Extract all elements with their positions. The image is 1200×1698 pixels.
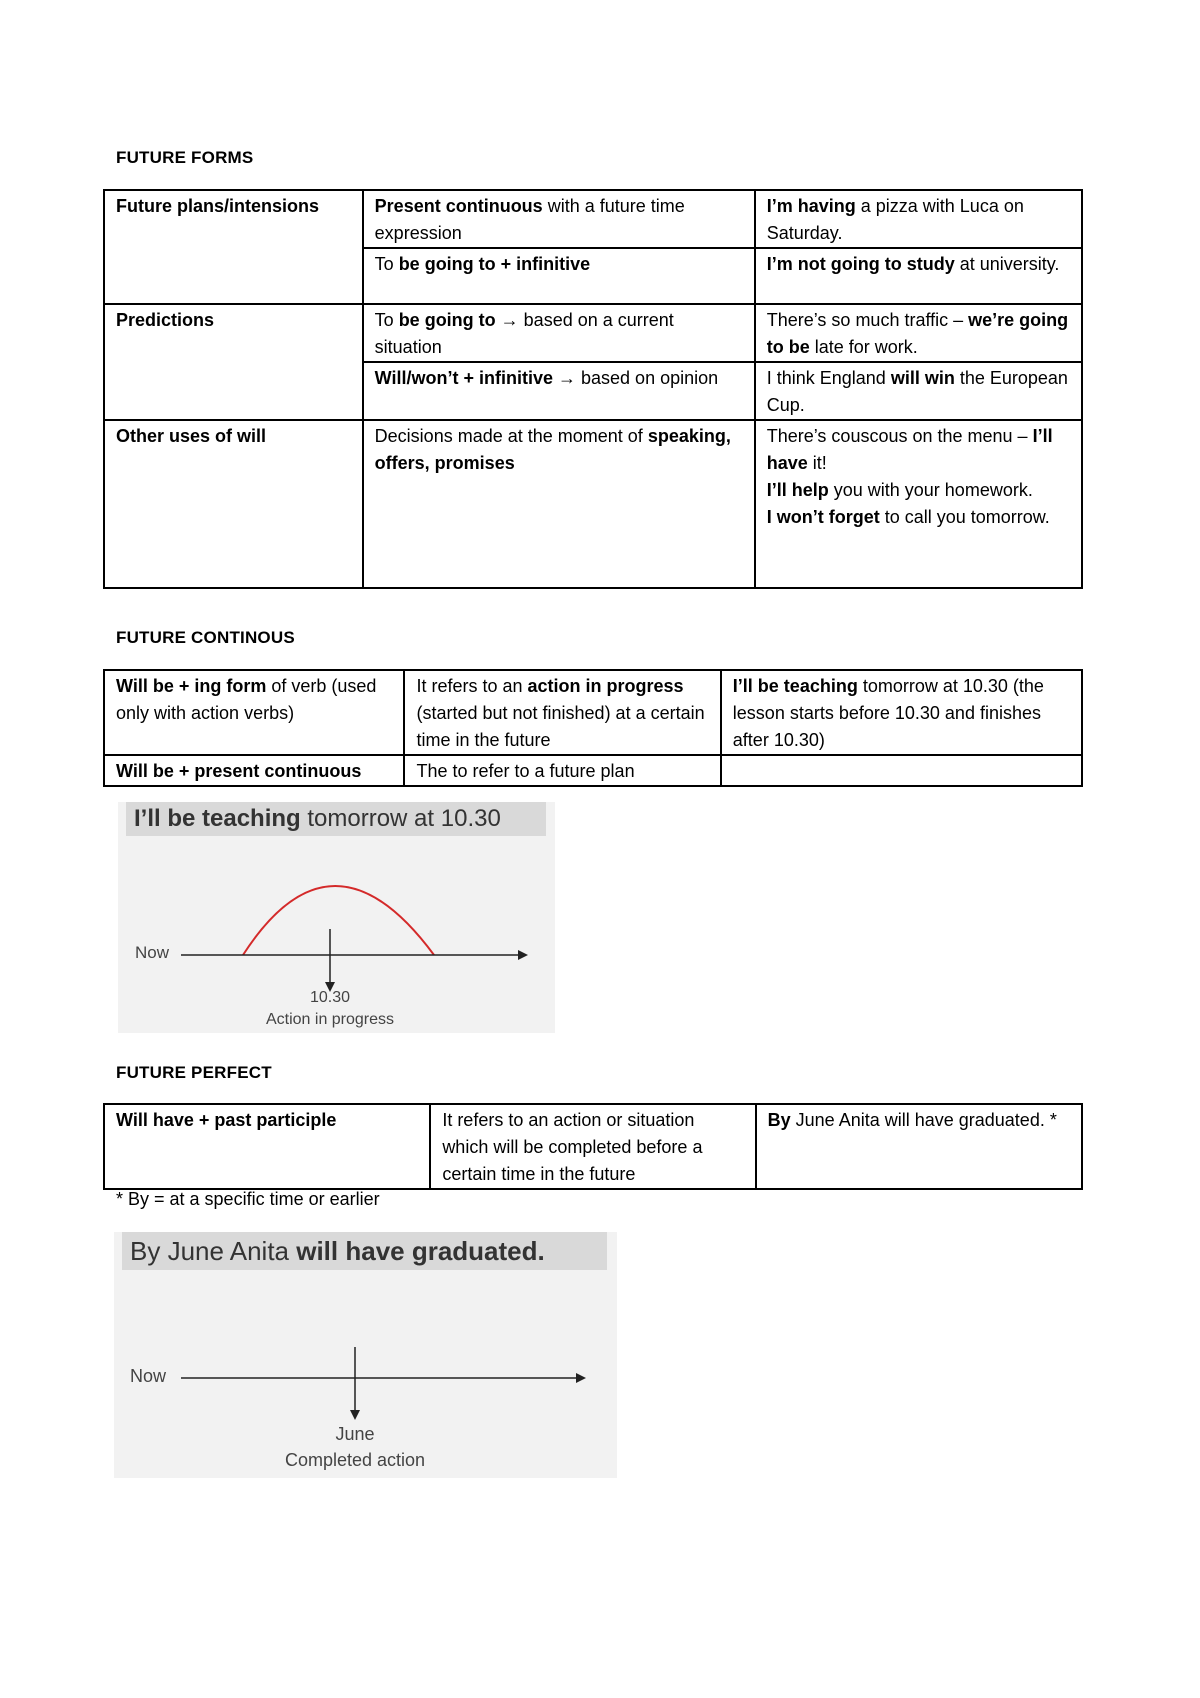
example-cell: There’s couscous on the menu – I’ll have it! I’ll help you with your homework. I won’t forget to call you tomorrow. xyxy=(755,420,1082,588)
time-marker-arrowhead xyxy=(350,1410,360,1420)
example-cell: There’s so much traffic – we’re going to be late for work. xyxy=(755,304,1082,362)
table-row xyxy=(104,755,1082,786)
category-cell: Future plans/intensions xyxy=(104,190,363,304)
form-cell: Will/won’t + infinitive → based on opinion xyxy=(363,362,755,420)
footnote: * By = at a specific time or earlier xyxy=(116,1189,380,1209)
description-cell: It refers to an action or situation which will be completed before a certain time in the future xyxy=(430,1104,755,1189)
form-cell: Present continuous with a future time expression xyxy=(363,190,755,248)
category-cell: Other uses of will xyxy=(104,420,363,588)
section-heading-future-perfect: FUTURE PERFECT xyxy=(116,1063,272,1082)
diagram-caption: Completed action xyxy=(284,1450,426,1470)
future-perfect-table xyxy=(103,1103,1083,1190)
diagram-title: I’ll be teaching tomorrow at 10.30 xyxy=(126,802,546,836)
diagram-caption: Action in progress xyxy=(265,1011,395,1028)
section-heading-future-forms: FUTURE FORMS xyxy=(116,148,254,167)
section-heading-future-continuous: FUTURE CONTINOUS xyxy=(116,628,295,647)
future-forms-table xyxy=(103,189,1083,589)
example-cell: I’ll be teaching tomorrow at 10.30 (the lesson starts before 10.30 and finishes after 10.30) xyxy=(721,670,1082,755)
form-cell: To be going to → based on a current situation xyxy=(363,304,755,362)
future-continuous-table xyxy=(103,669,1083,787)
table-row xyxy=(104,190,1082,248)
diagram-title: By June Anita will have graduated. xyxy=(122,1232,607,1270)
table-row xyxy=(104,420,1082,588)
example-cell: I’m not going to study at university. xyxy=(755,248,1082,304)
form-cell: To be going to + infinitive xyxy=(363,248,755,304)
form-cell: Will be + present continuous xyxy=(104,755,404,786)
form-cell: Will be + ing form of verb (used only with action verbs) xyxy=(104,670,404,755)
now-label: Now xyxy=(130,1366,167,1386)
timeline-arrowhead xyxy=(518,950,528,960)
example-cell: I think England will win the European Cup. xyxy=(755,362,1082,420)
now-label: Now xyxy=(135,943,170,962)
category-cell: Predictions xyxy=(104,304,363,420)
description-cell: The to refer to a future plan xyxy=(404,755,720,786)
table-row xyxy=(104,670,1082,755)
timeline-diagram-continuous xyxy=(118,802,555,1033)
table-row xyxy=(104,304,1082,362)
table-row xyxy=(104,1104,1082,1189)
example-cell xyxy=(721,755,1082,786)
example-cell: I’m having a pizza with Luca on Saturday. xyxy=(755,190,1082,248)
example-cell: By June Anita will have graduated. * xyxy=(756,1104,1082,1189)
time-label: 10.30 xyxy=(309,989,351,1006)
timeline-diagram-perfect xyxy=(114,1232,617,1478)
time-label: June xyxy=(335,1424,375,1444)
timeline-arrowhead xyxy=(576,1373,586,1383)
description-cell: It refers to an action in progress (started but not finished) at a certain time in the future xyxy=(404,670,720,755)
form-cell: Will have + past participle xyxy=(104,1104,430,1189)
form-cell: Decisions made at the moment of speaking, offers, promises xyxy=(363,420,755,588)
progress-arc xyxy=(243,886,434,955)
